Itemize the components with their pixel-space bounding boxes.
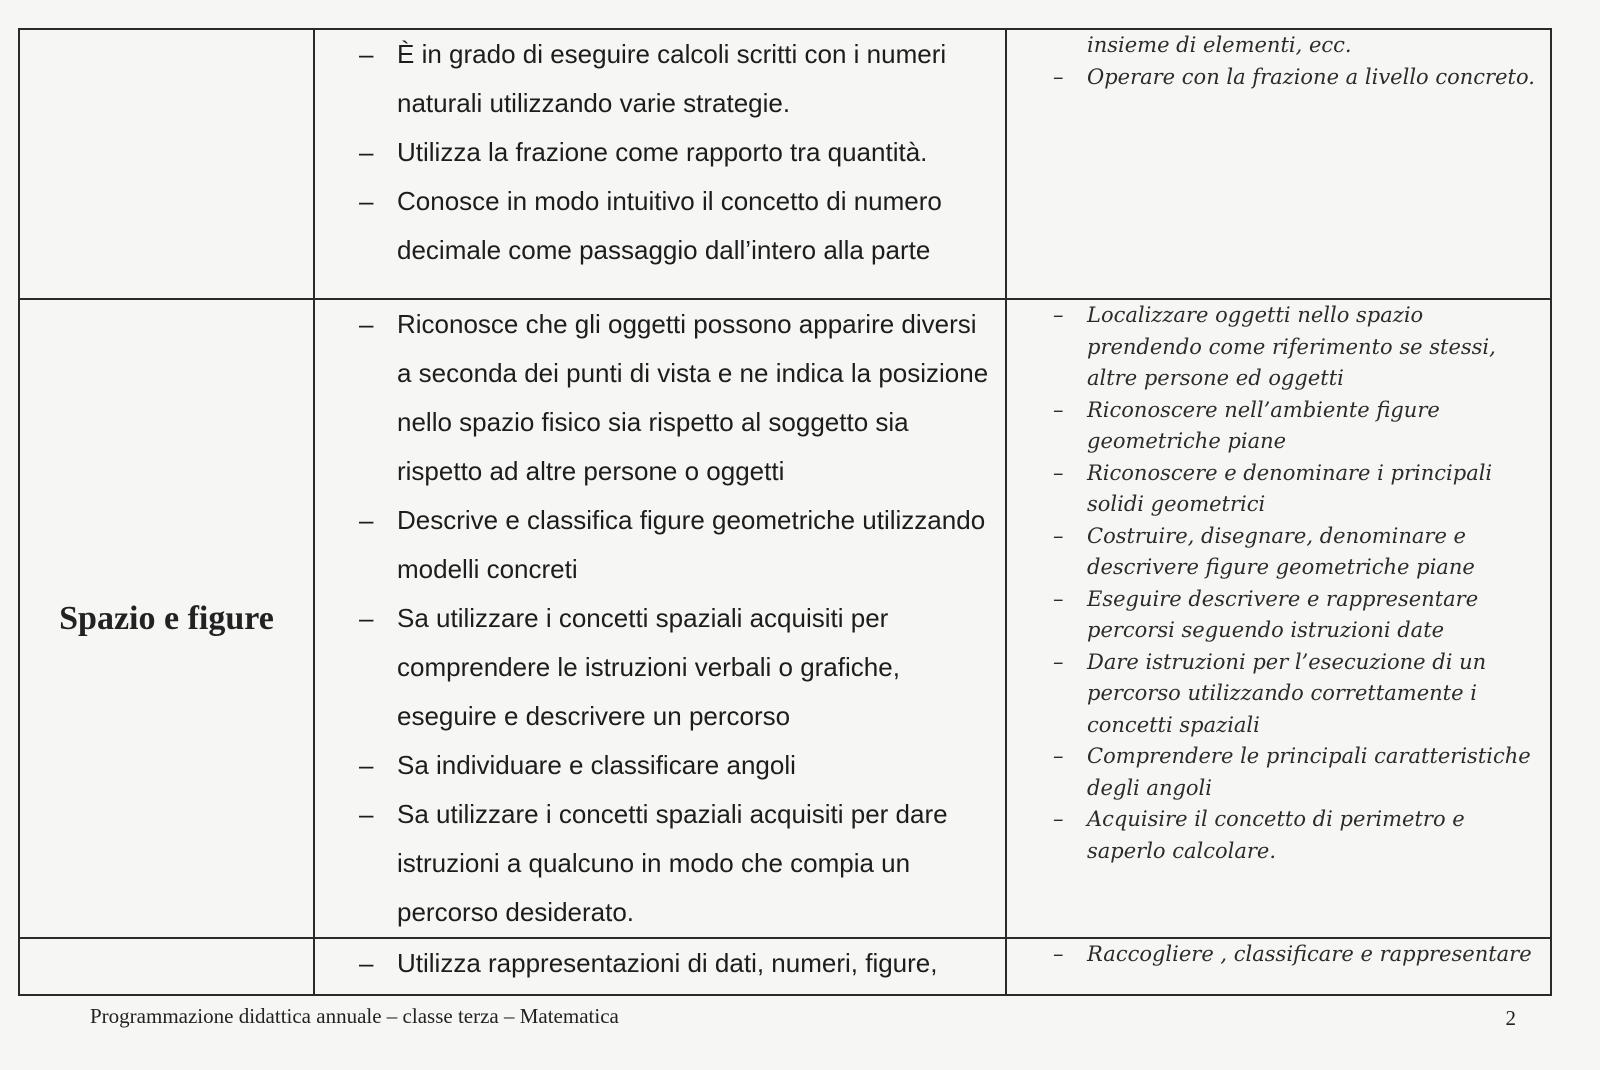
dash-bullet: – <box>359 505 374 535</box>
objective-item: – Costruire, disegnare, denominare e descrivere figure geometriche piane <box>1007 521 1550 584</box>
competences-cell <box>314 299 1006 938</box>
dash-bullet: – <box>1053 460 1064 485</box>
competence-item: – Descrive e classifica figure geometriche utilizzando modelli concreti <box>315 496 1005 594</box>
objective-item: insieme di elementi, ecc. <box>1087 33 1352 57</box>
competence-item: – Utilizza la frazione come rapporto tra quantità. <box>315 128 1005 177</box>
dash-bullet: – <box>359 750 374 780</box>
competence-item: – È in grado di eseguire calcoli scritti con i numeri naturali utilizzando varie strategie. <box>315 30 1005 128</box>
objective-item: – Localizzare oggetti nello spazio prendendo come riferimento se stessi, altre persone ed oggetti <box>1007 300 1550 395</box>
area-cell <box>19 29 314 299</box>
dash-bullet: – <box>1053 397 1064 422</box>
dash-bullet: – <box>1053 523 1064 548</box>
competence-item: – Sa utilizzare i concetti spaziali acquisiti per dare istruzioni a qualcuno in modo che compia un percorso desiderato. <box>315 790 1005 937</box>
table-row <box>19 29 1551 299</box>
objectives-list <box>1007 300 1550 867</box>
objective-item: – Riconoscere nell’ambiente figure geometriche piane <box>1007 395 1550 458</box>
dash-bullet: – <box>1053 303 1064 327</box>
competence-item: – Utilizza rappresentazioni di dati, numeri, figure, <box>315 939 1005 988</box>
page-number: 2 <box>1505 1006 1516 1030</box>
competences-cell <box>314 938 1006 995</box>
competences-cell <box>314 29 1006 299</box>
competence-item: – Sa individuare e classificare angoli <box>315 741 1005 790</box>
objectives-cell <box>1006 938 1551 995</box>
dash-bullet: – <box>359 603 374 633</box>
dash-bullet: – <box>1053 744 1064 768</box>
table-row <box>19 938 1551 995</box>
competences-list <box>315 300 1005 937</box>
objective-item: – Riconoscere e denominare i principali solidi geometrici <box>1007 458 1550 521</box>
dash-bullet: – <box>1053 649 1064 674</box>
curriculum-table <box>18 28 1552 996</box>
area-cell <box>19 938 314 995</box>
objectives-cell <box>1006 299 1551 938</box>
area-cell <box>19 299 314 938</box>
competences-list <box>315 939 1005 988</box>
competences-list <box>315 30 1005 275</box>
competence-item: – Riconosce che gli oggetti possono apparire diversi a seconda dei punti di vista e ne indica la posizione nello spazio fisico sia rispetto al soggetto sia rispetto ad altre persone o oggetti <box>315 300 1005 496</box>
objective-item: – Eseguire descrivere e rappresentare percorsi seguendo istruzioni date <box>1007 584 1550 647</box>
dash-bullet: – <box>359 186 374 216</box>
dash-bullet: – <box>1053 942 1064 966</box>
table-row <box>19 299 1551 938</box>
dash-bullet: – <box>359 948 374 978</box>
objective-item: – Raccogliere , classificare e rappresentare <box>1007 939 1550 971</box>
objective-item: – Acquisire il concetto di perimetro e saperlo calcolare. <box>1007 804 1550 867</box>
dash-bullet: – <box>1053 64 1064 89</box>
dash-bullet: – <box>359 137 374 167</box>
dash-bullet: – <box>359 309 374 339</box>
objective-item: – Comprendere le principali caratteristiche degli angoli <box>1007 741 1550 804</box>
dash-bullet: – <box>1053 807 1064 831</box>
footer-title: Programmazione didattica annuale – classe terza – Matematica <box>90 1004 619 1028</box>
objectives-list <box>1007 939 1550 971</box>
objective-item: – Operare con la frazione a livello concreto. <box>1007 62 1550 94</box>
objectives-list <box>1007 30 1550 93</box>
dash-bullet: – <box>1053 586 1064 611</box>
objectives-cell <box>1006 29 1551 299</box>
dash-bullet: – <box>359 39 374 69</box>
competence-item: – Sa utilizzare i concetti spaziali acquisiti per comprendere le istruzioni verbali o grafiche, eseguire e descrivere un percorso <box>315 594 1005 741</box>
objective-item: – Dare istruzioni per l’esecuzione di un percorso utilizzando correttamente i concetti spaziali <box>1007 647 1550 742</box>
competence-item: – Conosce in modo intuitivo il concetto di numero decimale come passaggio dall’intero alla parte <box>315 177 1005 275</box>
area-title: Spazio e figure <box>59 599 274 637</box>
dash-bullet: – <box>359 799 374 829</box>
